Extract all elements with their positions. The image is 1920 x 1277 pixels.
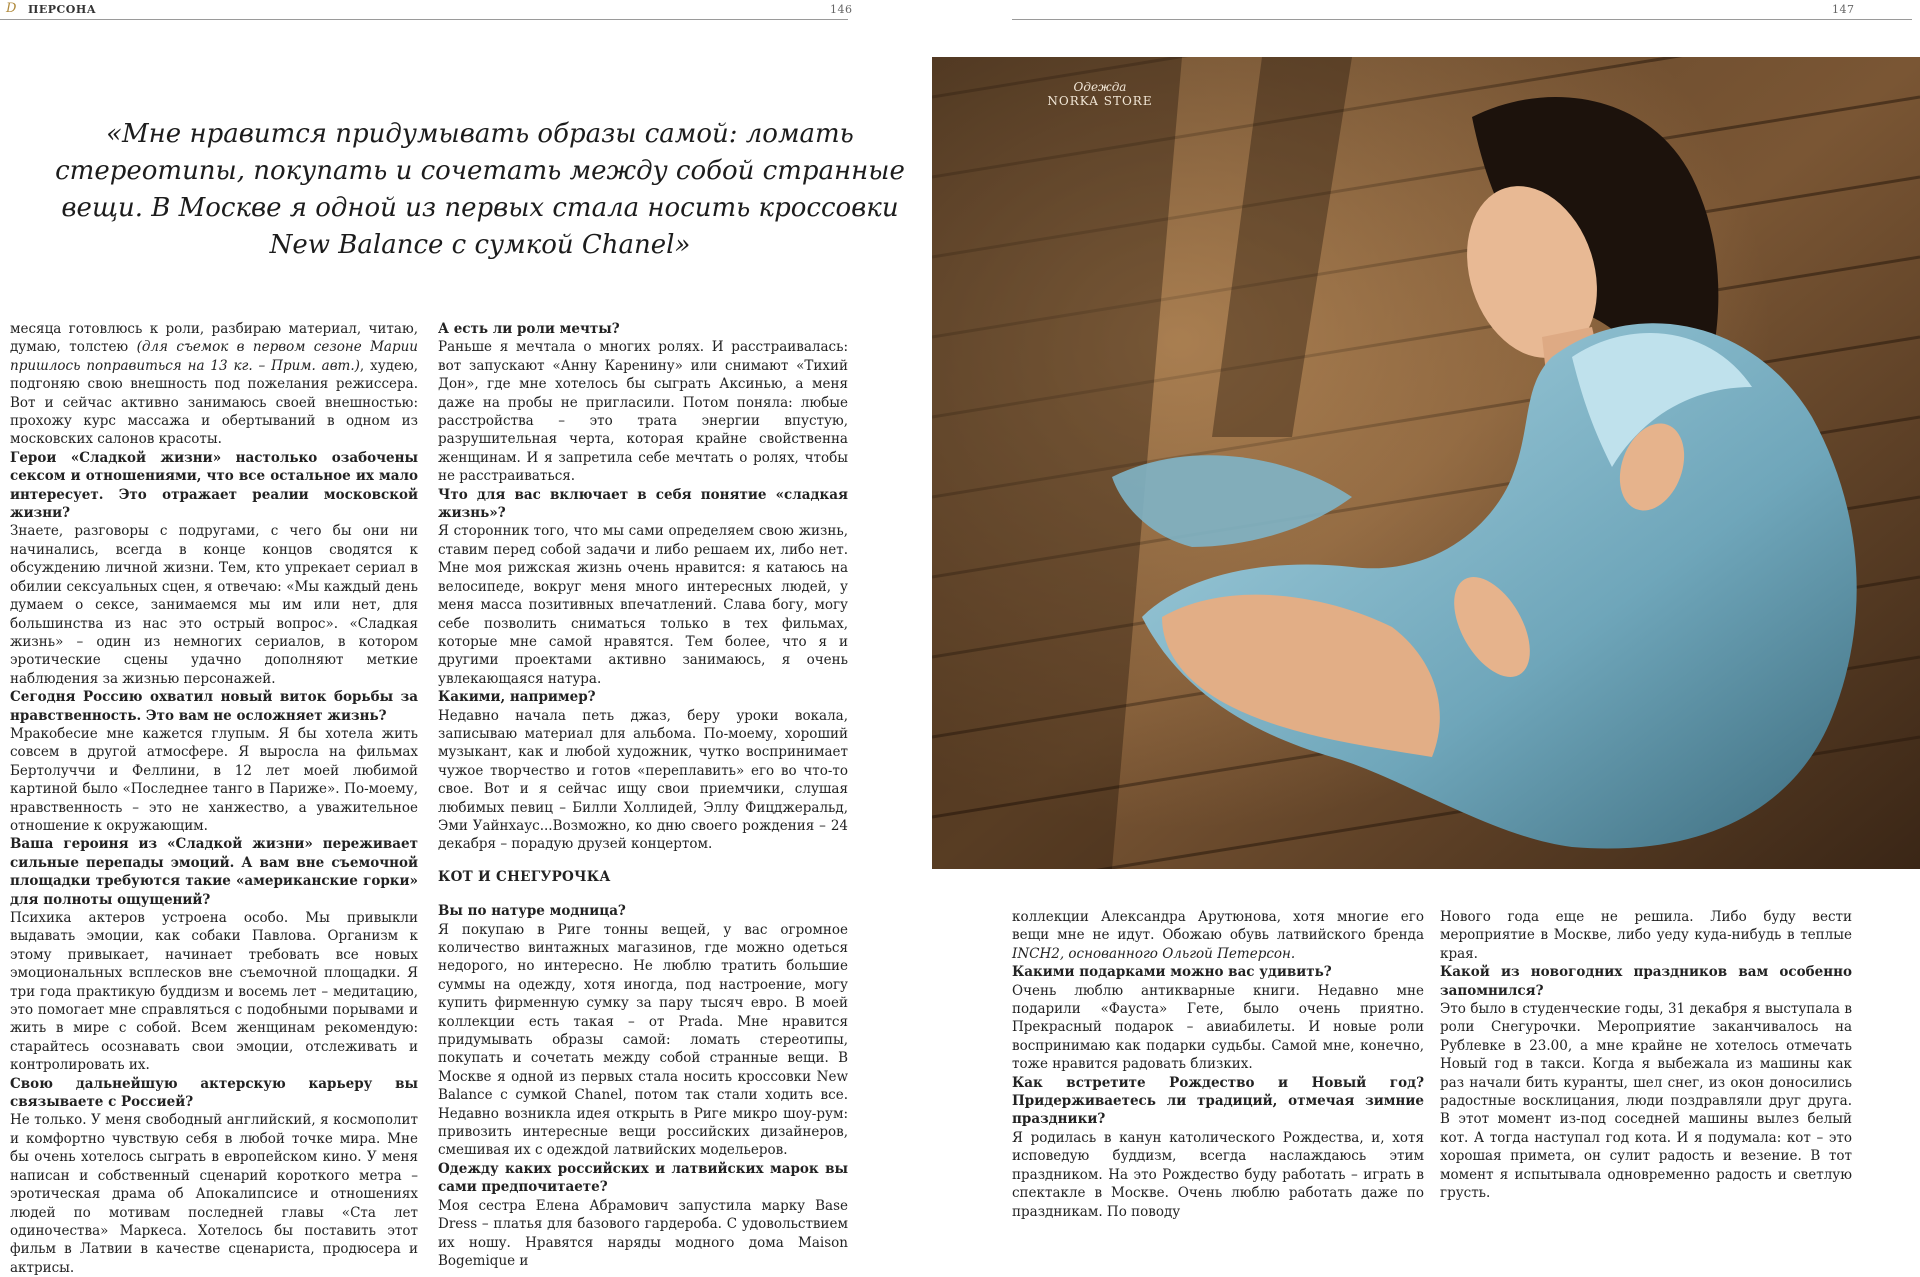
answer-paragraph: Я родилась в канун католического Рождества, и, хотя исповедую буддизм, всегда наслаждаюсь этим праздником. На это Рождество буду работать – играть в спектакле в Москве. Очень люблю работать даже по праздникам. По поводу: [1012, 1129, 1424, 1220]
credit-brand: NORKA STORE: [1047, 94, 1153, 108]
answer-paragraph: Не только. У меня свободный английский, я космополит и комфортно чувствую себя в любой точке мира. Мне бы очень хотелось сыграть в европейском кино. У меня написан и собственный сценарий короткого метра – эротическая драма об Апокалипсисе и отношениях людей по мотивам последней главы «Ста лет одиночества» Маркеса. Хотелось бы поставить этот фильм в Латвии в качестве сценариста, продюсера и актрисы.: [10, 1112, 418, 1276]
answer-paragraph: Очень люблю антикварные книги. Недавно мне подарили «Фауста» Гете, было очень приятно. Прекрасный подарок – авиабилеты. И новые роли воспринимаю как подарки судьбы. Самой мне, конечно, тоже нравится радовать близких.: [1012, 982, 1424, 1073]
section-title: ПЕРСОНА: [28, 3, 97, 16]
article-column-3: [1012, 908, 1424, 1221]
interview-question: Какими подарками можно вас удивить?: [1012, 964, 1332, 981]
interview-question: Герои «Сладкой жизни» настолько озабочены сексом и отношениями, что все остальное их мало интересует. Это отражает реалии московской жизни?: [10, 449, 418, 522]
interview-question: Вы по натуре модница?: [438, 903, 626, 920]
article-column-2: [438, 320, 848, 1270]
text-run: , худею, подгоняю свою внешность под пожелания режиссера. Вот и сейчас активно занимаюсь своей внешностью: прохожу курс массажа и обертываний в одном из московских салонов красоты.: [10, 357, 418, 448]
answer-paragraph: Раньше я мечтала о многих ролях. И расстраивалась: вот запускают «Анну Каренину» или снимают «Тихий Дон», где мне хотелось бы сыграть Аксинью, а меня даже на пробы не пригласили. Потом поняла: любые расстройства – это трата энергии впустую, разрушительная черта, которая крайне свойственна женщинам. И я запретила себе мечтать о ролях, чтобы не расстраиваться.: [438, 339, 848, 485]
text-run: месяца готовлюсь к роли, разбираю материал, читаю, думаю, толстею: [10, 321, 418, 356]
page-number-right: 147: [1832, 3, 1855, 16]
answer-paragraph: Мракобесие мне кажется глупым. Я бы хотела жить совсем в другой атмосфере. Я выросла на фильмах Бертолуччи и Феллини, в 12 лет моей любимой картиной было «Последнее танго в Париже». По-моему, нравственность – это не ханжество, а уважительное отношение к окружающим.: [10, 725, 418, 834]
answer-paragraph: Моя сестра Елена Абрамович запустила марку Base Dress – платья для базового гардероба. С удовольствием их ношу. Нравятся наряды модного дома Maison Bogemique и: [438, 1197, 848, 1269]
interview-question: Какой из новогодних праздников вам особенно запомнился?: [1440, 964, 1852, 999]
header-rule-right: [1012, 19, 1912, 20]
magazine-logo: D: [6, 1, 17, 16]
article-column-4: [1440, 908, 1852, 1203]
interview-question: Ваша героиня из «Сладкой жизни» переживает сильные перепады эмоций. А вам вне съемочной площадки требуются такие «американские горки» для полноты ощущений?: [10, 836, 418, 908]
interview-question: Сегодня Россию охватил новый виток борьбы за нравственность. Это вам не осложняет жизнь?: [10, 689, 418, 724]
subheading: КОТ И СНЕГУРОЧКА: [438, 868, 611, 885]
interview-question: Что для вас включает в себя понятие «сладкая жизнь»?: [438, 486, 848, 522]
page-number-left: 146: [830, 3, 853, 16]
article-column-1: [10, 320, 418, 1277]
answer-paragraph: [1012, 908, 1424, 963]
interview-question: Свою дальнейшую актерскую карьеру вы связываете с Россией?: [10, 1075, 418, 1111]
answer-paragraph: Нового года еще не решила. Либо буду вести мероприятие в Москве, либо уеду куда-нибудь в теплые края.: [1440, 909, 1852, 962]
italic-note: INCH2, основанного Ольгой Петерсон.: [1012, 945, 1296, 962]
answer-paragraph: Я сторонник того, что мы сами определяем свою жизнь, ставим перед собой задачи и либо решаем их, либо нет. Мне моя рижская жизнь очень нравится: я катаюсь на велосипеде, вокруг меня много интересных людей, у меня масса позитивных впечатлений. Слава богу, могу себе позволить сниматься только в тех фильмах, которые мне самой нравятся. Тем более, что я и другими проектами активно занимаюсь, я очень увлекающаяся натура.: [438, 523, 848, 687]
answer-paragraph: Это было в студенческие годы, 31 декабря я выступала в роли Снегурочки. Мероприятие заканчивалось на Рублевке в 23.00, а мне крайне не хотелось отмечать Новый год в такси. Когда я выбежала из машины как раз начали бить куранты, шел снег, из окон доносились радостные восклицания, люди поздравляли друг друга. В этот момент из-под соседней машины вылез белый кот. А тогда наступал год кота. И я подумала: кот – это хорошая примета, он сулит радость и везение. В тот момент я испытывала одновременно радость и светлую грусть.: [1440, 1001, 1852, 1202]
answer-paragraph: Психика актеров устроена особо. Мы привыкли выдавать эмоции, как собаки Павлова. Организм к этому привыкает, начинает требовать все новых эмоциональных всплесков вне съемочной площадки. Я три года практикую буддизм и восемь лет – медитацию, это помогает мне справляться с подобными порывами и жить в мире с собой. Всем женщинам рекомендую: старайтесь осознавать свои эмоции, отслеживать и контролировать их.: [10, 910, 418, 1074]
answer-paragraph: Знаете, разговоры с подругами, с чего бы они ни начинались, всегда в конце концов сводятся к обсуждению личной жизни. Тем, кто упрекает сериал в обилии сексуальных сцен, я отвечаю: «Мы каждый день думаем о сексе, занимаемся мы им или нет, для большинства из нас это острый вопрос». «Сладкая жизнь» – один из немногих сериалов, в котором эротические сцены удачно дополняют меткие наблюдения за жизнью персонажей.: [10, 523, 418, 687]
interview-question: Одежду каких российских и латвийских марок вы сами предпочитаете?: [438, 1160, 848, 1196]
header-rule-left: [0, 19, 848, 20]
answer-paragraph: [10, 320, 418, 449]
interview-question: Как встретите Рождество и Новый год? Придерживаетесь ли традиций, отмечая зимние праздники?: [1012, 1074, 1424, 1128]
italic-note: (для съемок в первом сезоне Марии пришлось поправиться на 13 кг. – Прим. авт.): [10, 339, 418, 374]
answer-paragraph: Недавно начала петь джаз, беру уроки вокала, записываю материал для альбома. По-моему, хороший музыкант, как и любой художник, чутко воспринимает чужое творчество и готов «переплавить» его во что-то свое. Вот и я сейчас ищу свои приемчики, слушая любимых певиц – Билли Холлидей, Эллу Фицджеральд, Эми Уайнхаус...Возможно, ко дню своего рождения – 24 декабря – порадую друзей концертом.: [438, 707, 848, 853]
answer-paragraph: Я покупаю в Риге тонны вещей, у вас огромное количество винтажных магазинов, где можно одеться недорого, но интересно. Не люблю тратить большие суммы на одежду, хотя иногда, под настроение, могу купить фирменную сумку за пару тысяч евро. В моей коллекции есть такая – от Prada. Мне нравится придумывать образы самой: ломать стереотипы, покупать и сочетать между собой странные вещи. В Москве я одной из первых стала носить кроссовки New Balance с сумкой Chanel, потом так стали ходить все. Недавно возникла идея открыть в Риге микро шоу-рум: привозить интересные вещи российских дизайнеров, смешивая их с одеждой латвийских модельеров.: [438, 921, 848, 1159]
left-page: [0, 0, 960, 1276]
portrait-photo: [932, 57, 1920, 869]
text-run: коллекции Александра Арутюнова, хотя многие его вещи мне не идут. Обожаю обувь латвийского бренда: [1012, 909, 1424, 944]
credit-label: Одежда: [1073, 80, 1127, 94]
interview-question: А есть ли роли мечты?: [438, 321, 620, 337]
interview-question: Какими, например?: [438, 689, 596, 706]
pull-quote: «Мне нравится придумывать образы самой: ломать стереотипы, покупать и сочетать между собой странные вещи. В Москве я одной из первых стала носить кроссовки New Balance с сумкой Chanel»: [55, 119, 905, 260]
photo-credit: [1010, 80, 1190, 108]
